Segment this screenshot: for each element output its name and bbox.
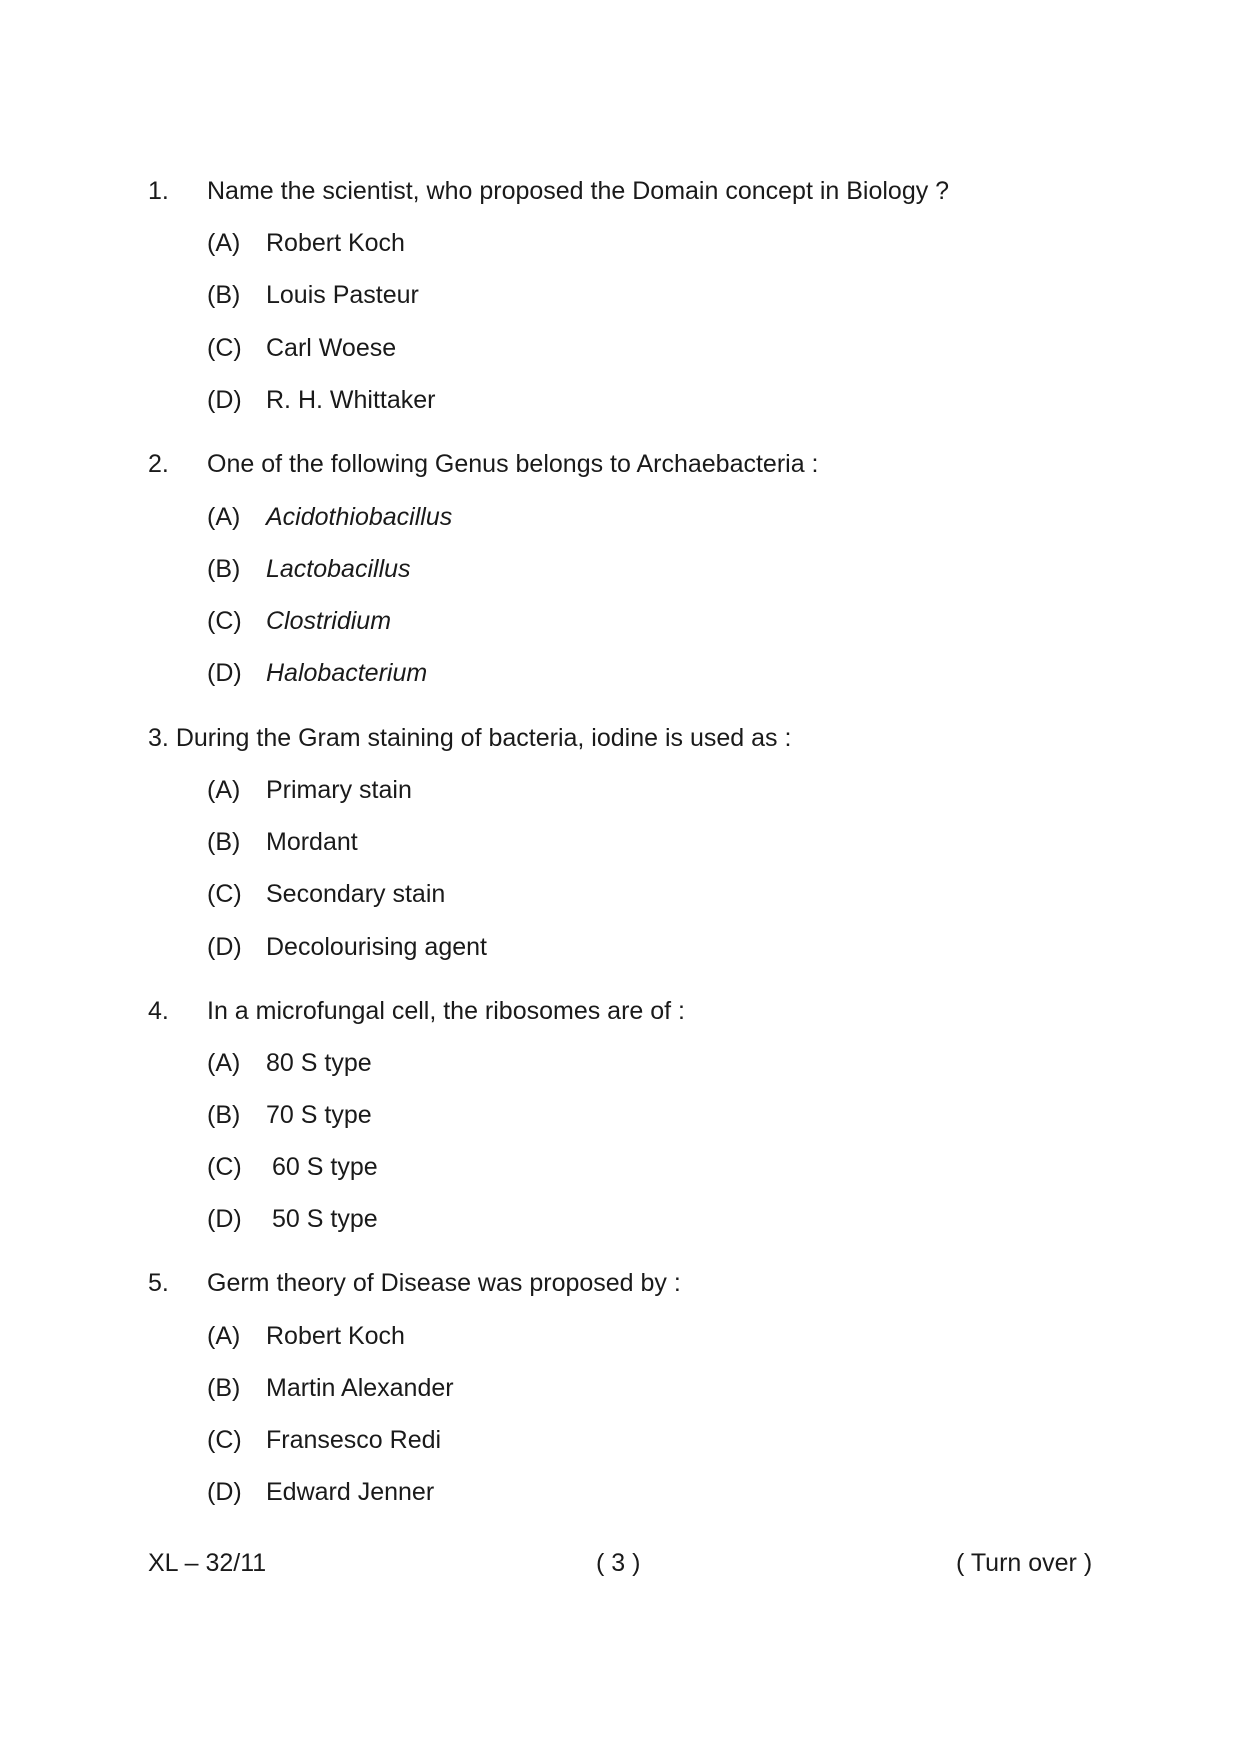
- footer-turn-over: ( Turn over ): [956, 1549, 1093, 1577]
- question-5-number: 5.: [148, 1269, 169, 1297]
- question-4-option-c-text: 60 S type: [272, 1153, 378, 1181]
- question-2-option-c-label: (C): [207, 607, 242, 635]
- question-5-option-b-text: Martin Alexander: [266, 1374, 454, 1402]
- question-1-number: 1.: [148, 177, 169, 205]
- question-5-option-a-text: Robert Koch: [266, 1322, 405, 1350]
- question-4-option-a-label: (A): [207, 1049, 241, 1077]
- question-3-line: [148, 723, 791, 753]
- question-3-option-b-text: Mordant: [266, 828, 358, 856]
- question-2-text: One of the following Genus belongs to Archaebacteria :: [207, 450, 819, 478]
- question-4-option-b-label: (B): [207, 1101, 241, 1129]
- footer-exam-code: XL – 32/11: [148, 1549, 267, 1577]
- question-4-option-b-text: 70 S type: [266, 1101, 372, 1129]
- question-2-option-a-text: Acidothiobacillus: [266, 503, 453, 531]
- question-3-option-d-label: (D): [207, 933, 242, 961]
- question-3-option-b-label: (B): [207, 828, 241, 856]
- question-1-option-c-text: Carl Woese: [266, 334, 397, 362]
- question-4-text: In a microfungal cell, the ribosomes are of :: [207, 997, 686, 1025]
- question-5-option-c-text: Fransesco Redi: [266, 1426, 442, 1454]
- question-5-option-a-label: (A): [207, 1322, 241, 1350]
- question-2-option-b-label: (B): [207, 555, 241, 583]
- question-2-option-d-label: (D): [207, 659, 242, 687]
- question-5-option-d-text: Edward Jenner: [266, 1478, 435, 1506]
- question-1-text: Name the scientist, who proposed the Domain concept in Biology ?: [207, 177, 950, 205]
- question-4-number: 4.: [148, 997, 169, 1025]
- footer-page-number: ( 3 ): [596, 1549, 641, 1577]
- question-2-option-c-text: Clostridium: [266, 607, 392, 635]
- question-1-option-b-text: Louis Pasteur: [266, 281, 419, 309]
- question-3-option-c-label: (C): [207, 880, 242, 908]
- question-5-option-b-label: (B): [207, 1374, 241, 1402]
- question-2-option-b-text: Lactobacillus: [266, 555, 411, 583]
- question-1-option-c-label: (C): [207, 334, 242, 362]
- question-1-option-a-label: (A): [207, 229, 241, 257]
- question-1-option-a-text: Robert Koch: [266, 229, 405, 257]
- question-5-option-d-label: (D): [207, 1478, 242, 1506]
- question-2-number: 2.: [148, 450, 169, 478]
- question-3-text: During the Gram staining of bacteria, iodine is used as :: [175, 724, 792, 752]
- question-1-option-d-text: R. H. Whittaker: [266, 386, 436, 414]
- question-4-option-a-text: 80 S type: [266, 1049, 372, 1077]
- question-3-option-c-text: Secondary stain: [266, 880, 446, 908]
- question-5-option-c-label: (C): [207, 1426, 242, 1454]
- question-2-option-d-text: Halobacterium: [266, 659, 428, 687]
- question-3-option-a-label: (A): [207, 776, 241, 804]
- question-3-number: 3.: [148, 724, 169, 752]
- question-2-option-a-label: (A): [207, 503, 241, 531]
- question-3-option-d-text: Decolourising agent: [266, 933, 487, 961]
- question-1-option-d-label: (D): [207, 386, 242, 414]
- question-3-option-a-text: Primary stain: [266, 776, 412, 804]
- question-4-option-c-label: (C): [207, 1153, 242, 1181]
- question-4-option-d-text: 50 S type: [272, 1205, 378, 1233]
- question-1-option-b-label: (B): [207, 281, 241, 309]
- question-4-option-d-label: (D): [207, 1205, 242, 1233]
- question-5-text: Germ theory of Disease was proposed by :: [207, 1269, 681, 1297]
